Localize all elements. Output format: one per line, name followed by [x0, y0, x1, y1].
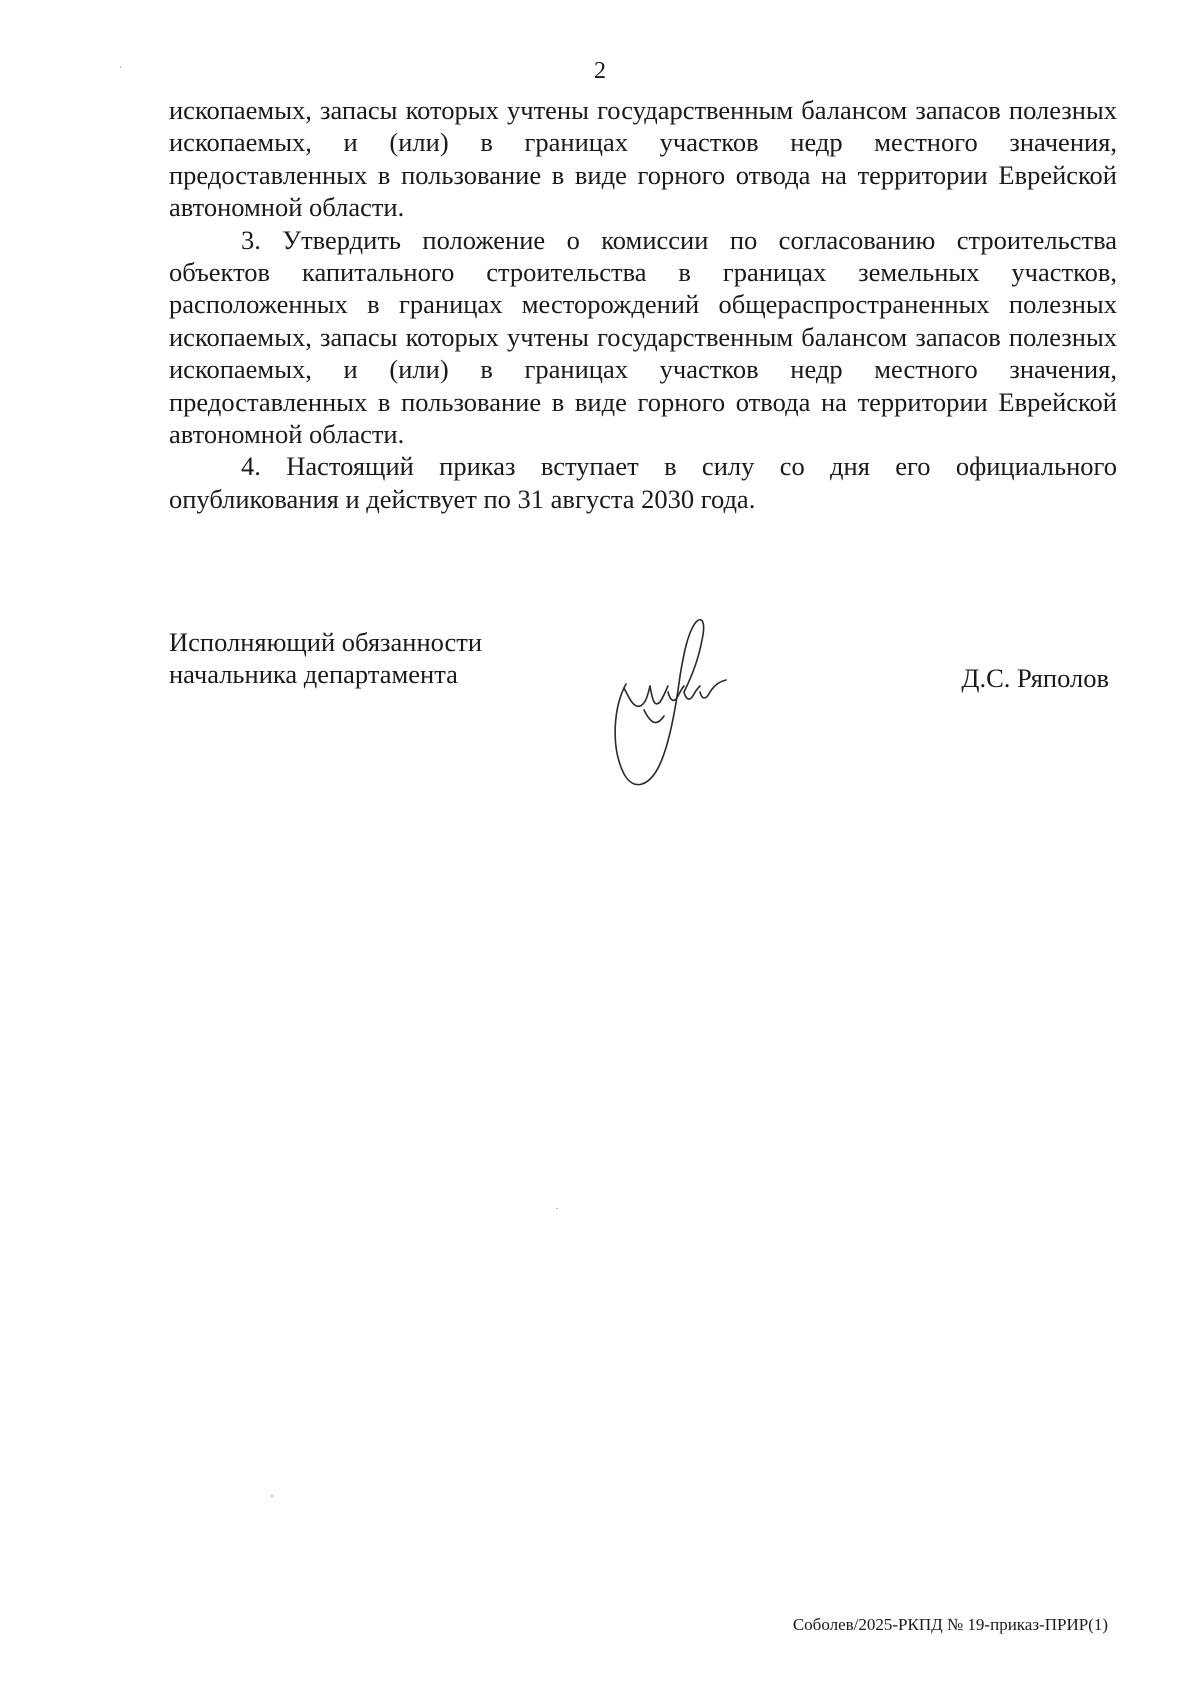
document-body [169, 94, 1117, 515]
paragraph-item-3: 3. Утвердить положение о комиссии по согласованию строительства объектов капитального строительства в границах земельных участков, расположенных в границах месторождений общераспространенных полезных ископаемых, запасы которых учтены государственным балансом запасов полезных ископаемых, и (или) в границах участков недр местного значения, предоставленных в пользование в виде горного отвода на территории Еврейской автономной области. [169, 224, 1117, 450]
scan-speck [120, 66, 121, 68]
signer-name: Д.С. Ряполов [961, 663, 1109, 693]
signature-block [169, 626, 1117, 806]
paragraph-continuation: ископаемых, запасы которых учтены государственным балансом запасов полезных ископаемых, и (или) в границах участков недр местного значения, предоставленных в пользование в виде горного отвода на территории Еврейской автономной области. [169, 95, 1117, 223]
signer-title-line-1: Исполняющий обязанности [169, 627, 483, 657]
signer-title [169, 626, 482, 691]
page-number: 2 [594, 58, 606, 84]
signer-title-line-2: начальника департамента [169, 659, 458, 690]
paragraph-item-4: 4. Настоящий приказ вступает в силу со дня его официального опубликования и действует по 31 августа 2030 года. [169, 451, 1117, 514]
handwritten-signature [604, 596, 754, 796]
scan-speck [556, 1208, 558, 1209]
document-reference-number: Соболев/2025-РКПД № 19-приказ-ПРИР(1) [792, 1615, 1108, 1634]
scan-speck [271, 1495, 273, 1497]
